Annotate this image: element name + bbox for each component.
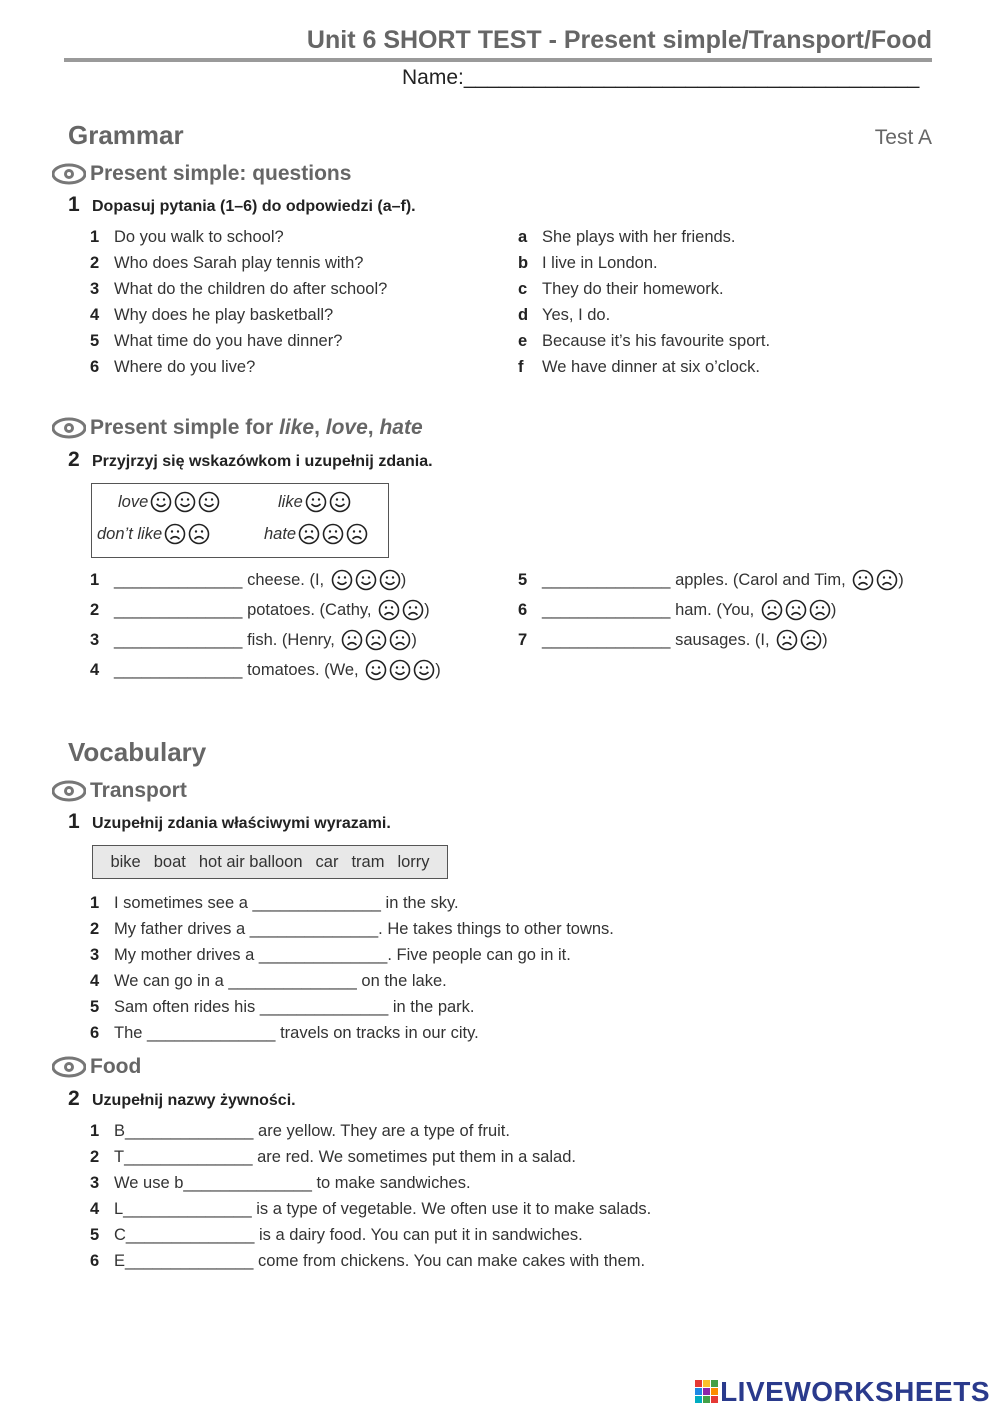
fill-item: 6 E______________ come from chickens. You can make cakes with them. — [90, 1251, 646, 1270]
sad-face-icon — [378, 599, 400, 621]
food-items — [90, 1118, 651, 1274]
key-label: like — [278, 492, 303, 511]
happy-face-icon — [413, 659, 435, 681]
subsection-present-simple-questions — [52, 162, 351, 186]
subsection-food — [52, 1055, 141, 1079]
key-label: don’t like — [97, 524, 163, 543]
question-item: 4 Why does he play basketball? — [90, 305, 334, 324]
happy-face-icons — [303, 491, 351, 513]
sad-face-icons — [850, 569, 898, 591]
like-items-left — [90, 565, 441, 685]
key-dont-like — [97, 523, 210, 545]
subsection-title-prefix: Present simple for — [90, 416, 280, 439]
subsection-like-love-hate — [52, 416, 423, 440]
instruction-text: Uzupełnij nazwy żywności. — [92, 1092, 296, 1109]
instruction-text: Uzupełnij zdania właściwymi wyrazami. — [92, 815, 391, 832]
sad-face-icons — [296, 523, 368, 545]
task-number: 1 — [68, 193, 80, 216]
fill-item: 1 I sometimes see a ______________ in the sky. — [90, 893, 459, 912]
subsection-transport — [52, 779, 187, 803]
answer-item: d Yes, I do. — [518, 305, 611, 324]
fill-item: 3 My mother drives a ______________. Five people can go in it. — [90, 945, 571, 964]
title-love: love — [325, 416, 368, 439]
happy-face-icon — [331, 569, 353, 591]
question-item: 6 Where do you live? — [90, 357, 256, 376]
sad-face-icon — [389, 629, 411, 651]
happy-face-icons — [329, 569, 401, 591]
sad-face-icon — [800, 629, 822, 651]
fill-item: 6 The ______________ travels on tracks in our city. — [90, 1023, 479, 1042]
task-number: 1 — [68, 810, 80, 833]
word-bank-item: car — [315, 852, 339, 871]
sad-face-icon — [188, 523, 210, 545]
happy-face-icon — [365, 659, 387, 681]
title-sep: , — [314, 416, 326, 439]
word-bank-item: bike — [110, 852, 141, 871]
fill-item: 7 ______________ sausages. (I, ) — [518, 625, 904, 655]
word-bank-item: hot air balloon — [198, 852, 303, 871]
question-item: 2 Who does Sarah play tennis with? — [90, 253, 364, 272]
sad-face-icons — [774, 629, 822, 651]
title-hate: hate — [379, 416, 423, 439]
fill-item: 5 Sam often rides his ______________ in the park. — [90, 997, 475, 1016]
name-field-label: Name:_______________________________________ — [402, 66, 920, 89]
happy-face-icon — [379, 569, 401, 591]
header-rule — [64, 58, 932, 62]
title-like: like — [279, 416, 315, 439]
emotion-key-box — [91, 483, 389, 558]
sad-face-icon — [761, 599, 783, 621]
question-item: 1 Do you walk to school? — [90, 227, 284, 246]
happy-face-icon — [305, 491, 327, 513]
answer-item: c They do their homework. — [518, 279, 724, 298]
sad-face-icon — [341, 629, 363, 651]
logo-mark-icon — [694, 1379, 720, 1405]
instruction-text: Przyjrzyj się wskazówkom i uzupełnij zdania. — [92, 453, 433, 470]
instruction-text: Dopasuj pytania (1–6) do odpowiedzi (a–f). — [92, 198, 416, 215]
fill-item: 5 ______________ apples. (Carol and Tim, ) — [518, 565, 904, 595]
sad-face-icon — [402, 599, 424, 621]
test-title: Unit 6 SHORT TEST - Present simple/Transport/Food — [306, 26, 932, 54]
subsection-title: Transport — [90, 779, 187, 802]
word-bank-item: lorry — [397, 852, 430, 871]
happy-face-icon — [150, 491, 172, 513]
questions-list — [90, 224, 387, 380]
key-label: love — [118, 492, 149, 511]
key-label: hate — [264, 524, 297, 543]
task-number: 2 — [68, 1087, 80, 1110]
fill-item: 2 T______________ are red. We sometimes put them in a salad. — [90, 1147, 576, 1166]
task-2-instruction — [68, 448, 433, 472]
happy-face-icon — [389, 659, 411, 681]
happy-face-icon — [174, 491, 196, 513]
sad-face-icons — [376, 599, 424, 621]
sad-face-icon — [322, 523, 344, 545]
transport-task-instruction — [68, 810, 391, 834]
answer-item: f We have dinner at six o’clock. — [518, 357, 760, 376]
key-love — [118, 491, 220, 513]
liveworksheets-logo[interactable] — [694, 1376, 990, 1408]
sad-face-icon — [298, 523, 320, 545]
sad-face-icon — [785, 599, 807, 621]
fill-item: 5 C______________ is a dairy food. You can put it in sandwiches. — [90, 1225, 583, 1244]
key-hate — [264, 523, 368, 545]
sad-face-icon — [852, 569, 874, 591]
eye-icon — [52, 417, 86, 439]
sad-face-icons — [339, 629, 411, 651]
fill-item: 2 My father drives a ______________. He takes things to other towns. — [90, 919, 614, 938]
fill-item: 3 We use b______________ to make sandwiches. — [90, 1173, 471, 1192]
happy-face-icon — [355, 569, 377, 591]
happy-face-icons — [148, 491, 220, 513]
logo-text: LIVEWORKSHEETS — [720, 1376, 990, 1407]
task-1-instruction — [68, 193, 416, 217]
title-sep: , — [367, 416, 380, 439]
answer-item: a She plays with her friends. — [518, 227, 736, 246]
fill-item: 1 ______________ cheese. (I, ) — [90, 565, 441, 595]
fill-item: 6 ______________ ham. (You, ) — [518, 595, 904, 625]
fill-item: 2 ______________ potatoes. (Cathy, ) — [90, 595, 441, 625]
fill-item: 4 L______________ is a type of vegetable. We often use it to make salads. — [90, 1199, 652, 1218]
answers-list — [518, 224, 770, 380]
food-task-instruction — [68, 1087, 296, 1111]
fill-item: 3 ______________ fish. (Henry, ) — [90, 625, 441, 655]
happy-face-icon — [198, 491, 220, 513]
fill-item: 4 ______________ tomatoes. (We, ) — [90, 655, 441, 685]
vocabulary-heading: Vocabulary — [68, 737, 207, 767]
sad-face-icons — [162, 523, 210, 545]
sad-face-icon — [776, 629, 798, 651]
eye-icon — [52, 163, 86, 185]
key-like — [278, 491, 351, 513]
happy-face-icon — [329, 491, 351, 513]
task-number: 2 — [68, 448, 80, 471]
like-items-right — [518, 565, 904, 655]
word-bank — [92, 845, 448, 879]
fill-item: 1 B______________ are yellow. They are a type of fruit. — [90, 1121, 510, 1140]
grammar-heading: Grammar — [68, 120, 184, 150]
subsection-title: Food — [90, 1055, 142, 1078]
sad-face-icon — [346, 523, 368, 545]
sad-face-icon — [876, 569, 898, 591]
sad-face-icon — [365, 629, 387, 651]
word-bank-item: tram — [351, 852, 385, 871]
sad-face-icon — [164, 523, 186, 545]
answer-item: b I live in London. — [518, 253, 658, 272]
eye-icon — [52, 780, 86, 802]
sad-face-icon — [809, 599, 831, 621]
question-item: 3 What do the children do after school? — [90, 279, 388, 298]
subsection-title: Present simple: questions — [90, 162, 352, 185]
word-bank-item: boat — [153, 852, 186, 871]
transport-items — [90, 890, 614, 1046]
fill-item: 4 We can go in a ______________ on the lake. — [90, 971, 447, 990]
eye-icon — [52, 1056, 86, 1078]
question-item: 5 What time do you have dinner? — [90, 331, 343, 350]
sad-face-icons — [759, 599, 831, 621]
test-version-label: Test A — [874, 126, 932, 149]
happy-face-icons — [363, 659, 435, 681]
answer-item: e Because it’s his favourite sport. — [518, 331, 771, 350]
